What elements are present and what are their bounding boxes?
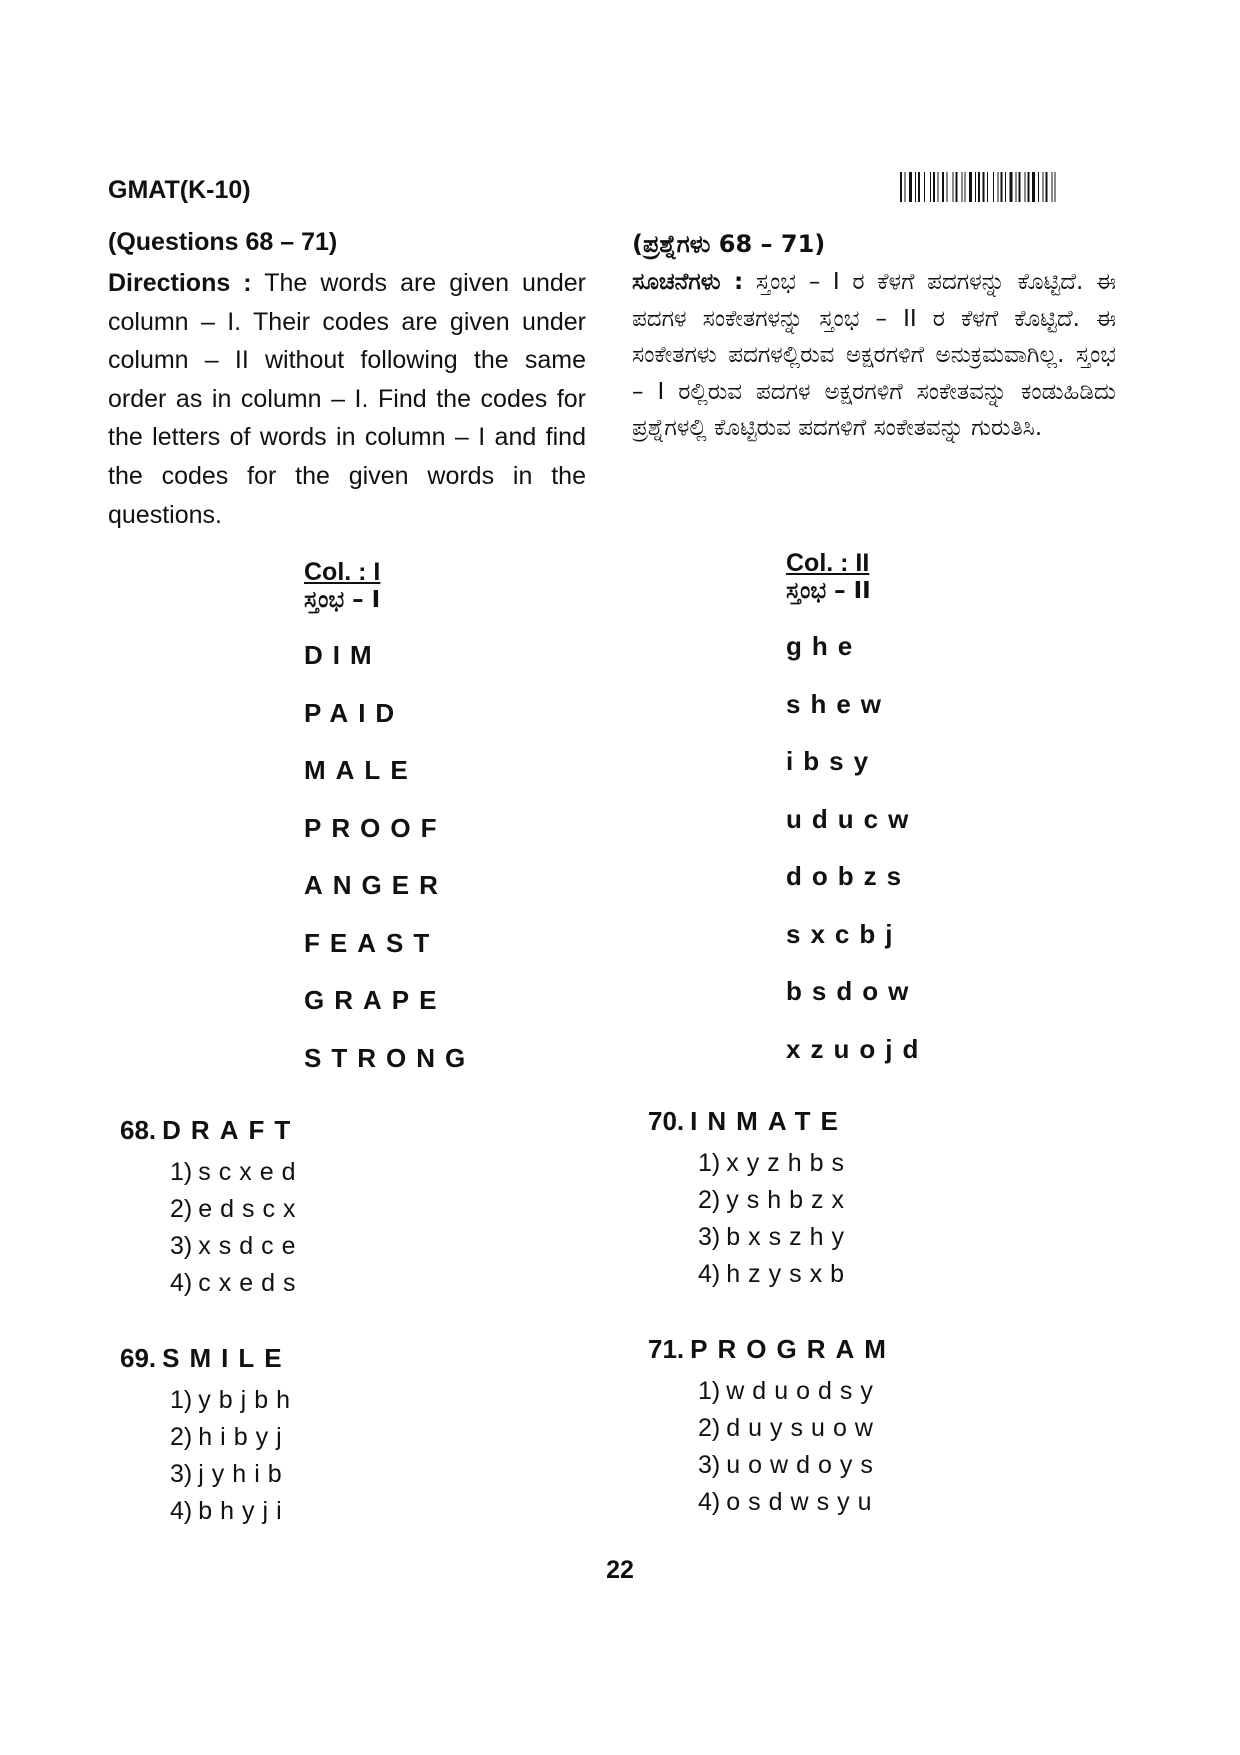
option-number: 3)	[170, 1460, 193, 1488]
list-item: PROOF	[304, 812, 447, 843]
option-value: bhyji	[198, 1497, 290, 1525]
questions-range-kannada: (ಪ್ರಶ್ನೆಗಳು 68 – 71)	[632, 230, 826, 258]
option-value: xsdce	[198, 1232, 304, 1260]
question-stem	[648, 1334, 896, 1365]
option-number: 2)	[698, 1186, 721, 1214]
options-list	[170, 1382, 298, 1530]
questions-range: (Questions 68 – 71)	[108, 228, 338, 256]
option-3[interactable]	[698, 1447, 896, 1484]
option-number: 2)	[170, 1423, 193, 1451]
list-item: PAID	[304, 697, 405, 728]
option-value: xyzhbs	[726, 1149, 853, 1177]
option-1[interactable]	[698, 1373, 896, 1410]
page-number: 22	[606, 1556, 634, 1584]
column-two-heading: Col. : II	[786, 549, 870, 577]
options-list	[698, 1373, 896, 1521]
option-value: wduodsy	[726, 1377, 881, 1405]
option-number: 2)	[170, 1195, 193, 1223]
options-list	[698, 1145, 852, 1293]
options-list	[170, 1154, 304, 1302]
question-70	[648, 1106, 852, 1293]
option-4[interactable]	[170, 1493, 298, 1530]
column-one-words	[304, 627, 475, 1087]
question-number: 69.	[120, 1343, 157, 1373]
option-2[interactable]	[170, 1419, 298, 1456]
list-item: ibsy	[786, 746, 879, 776]
directions-label: Directions :	[108, 269, 252, 297]
option-value: duysuow	[726, 1414, 881, 1442]
option-number: 3)	[170, 1232, 193, 1260]
option-value: scxed	[198, 1158, 304, 1186]
option-value: osdwsyu	[726, 1488, 880, 1516]
option-3[interactable]	[698, 1219, 852, 1256]
list-item: bsdow	[786, 976, 919, 1006]
directions-label-kannada: ಸೂಚನೆಗಳು :	[632, 269, 744, 295]
list-item: MALE	[304, 755, 418, 785]
list-item: FEAST	[304, 927, 440, 958]
option-number: 3)	[698, 1223, 721, 1251]
list-item: DIM	[304, 640, 382, 670]
barcode-image	[900, 172, 1116, 202]
option-1[interactable]	[170, 1154, 304, 1191]
option-3[interactable]	[170, 1228, 304, 1265]
option-number: 2)	[698, 1414, 721, 1442]
column-two-heading-kannada: ಸ್ತಂಭ – II	[786, 578, 871, 604]
directions-english	[108, 264, 586, 534]
option-number: 4)	[170, 1497, 193, 1525]
question-68	[120, 1115, 304, 1302]
option-number: 1)	[170, 1386, 193, 1414]
option-2[interactable]	[170, 1191, 304, 1228]
option-value: bxszhy	[726, 1223, 853, 1251]
list-item: ANGER	[304, 870, 448, 900]
option-value: ybjbh	[198, 1386, 298, 1414]
column-one-heading: Col. : I	[304, 558, 381, 586]
list-item: GRAPE	[304, 985, 447, 1015]
option-1[interactable]	[170, 1382, 298, 1419]
question-number: 70.	[648, 1106, 685, 1136]
option-4[interactable]	[170, 1265, 304, 1302]
column-two	[786, 549, 928, 1078]
option-number: 1)	[170, 1158, 193, 1186]
column-one-heading-kannada: ಸ್ತಂಭ – I	[304, 587, 381, 613]
list-item: STRONG	[304, 1042, 476, 1073]
question-stem	[120, 1115, 304, 1146]
option-value: yshbzx	[726, 1186, 853, 1214]
list-item: dobzs	[786, 861, 912, 891]
question-number: 68.	[120, 1115, 157, 1145]
list-item: shew	[786, 688, 892, 719]
option-value: cxeds	[198, 1269, 304, 1297]
option-value: hzysxb	[726, 1260, 853, 1288]
list-item: ghe	[786, 631, 863, 661]
list-item: uducw	[786, 803, 919, 834]
question-word: SMILE	[162, 1343, 292, 1373]
column-one	[304, 558, 475, 1087]
option-value: hibyj	[198, 1423, 290, 1451]
question-stem	[648, 1106, 852, 1137]
option-number: 4)	[170, 1269, 193, 1297]
option-4[interactable]	[698, 1256, 852, 1293]
option-number: 4)	[698, 1488, 721, 1516]
option-2[interactable]	[698, 1410, 896, 1447]
option-2[interactable]	[698, 1182, 852, 1219]
option-value: edscx	[198, 1195, 304, 1223]
list-item: sxcbj	[786, 918, 903, 949]
option-1[interactable]	[698, 1145, 852, 1182]
exam-code: GMAT(K-10)	[108, 176, 251, 204]
directions-kannada	[632, 264, 1116, 447]
question-69	[120, 1343, 298, 1530]
option-number: 4)	[698, 1260, 721, 1288]
directions-text: The words are given under column – I. Their codes are given under column – II without following the same order as in column – I. Find the codes for the letters of words in column – I and find the codes for the given words in the questions.	[108, 269, 586, 529]
option-4[interactable]	[698, 1484, 896, 1521]
question-word: PROGRAM	[690, 1334, 896, 1364]
directions-text-kannada: ಸ್ತಂಭ – I ರ ಕೆಳಗೆ ಪದಗಳನ್ನು ಕೊಟ್ಟಿದೆ. ಈ ಪದಗಳ ಸಂಕೇತಗಳನ್ನು ಸ್ತಂಭ – II ರ ಕೆಳಗೆ ಕೊಟ್ಟಿದೆ. ಈ ಸಂಕೇತಗಳು ಪದಗಳಲ್ಲಿರುವ ಅಕ್ಷರಗಳಿಗೆ ಅನುಕ್ರಮವಾಗಿಲ್ಲ. ಸ್ತಂಭ – I ರಲ್ಲಿರುವ ಪದಗಳ ಅಕ್ಷರಗಳಿಗೆ ಸಂಕೇತವನ್ನು ಕಂಡುಹಿಡಿದು ಪ್ರಶ್ನೆಗಳಲ್ಲಿ ಕೊಟ್ಟಿರುವ ಪದಗಳಿಗೆ ಸಂಕೇತವನ್ನು ಗುರುತಿಸಿ.	[632, 269, 1117, 441]
list-item: xzuojd	[786, 1033, 929, 1064]
column-two-codes	[786, 618, 928, 1078]
option-number: 3)	[698, 1451, 721, 1479]
option-value: jyhib	[198, 1460, 290, 1488]
option-value: uowdoys	[726, 1451, 881, 1479]
option-3[interactable]	[170, 1456, 298, 1493]
option-number: 1)	[698, 1149, 721, 1177]
option-number: 1)	[698, 1377, 721, 1405]
question-71	[648, 1334, 896, 1521]
question-stem	[120, 1343, 298, 1374]
question-number: 71.	[648, 1334, 685, 1364]
question-word: DRAFT	[162, 1115, 301, 1145]
question-word: INMATE	[690, 1106, 848, 1136]
